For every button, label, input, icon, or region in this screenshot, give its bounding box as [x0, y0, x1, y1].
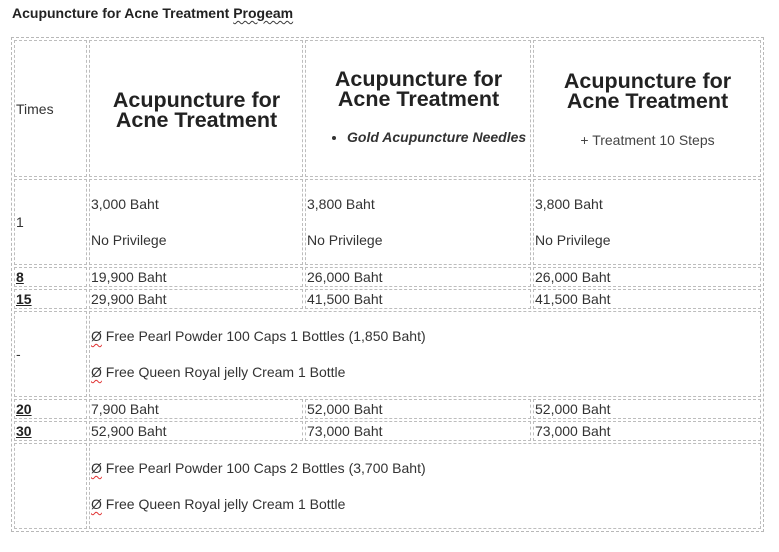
col3-title: Acupuncture for Acne Treatment [563, 68, 732, 113]
price-cell [533, 267, 761, 287]
bonus-line [91, 327, 760, 345]
price-cell [533, 179, 761, 265]
times-value: - [16, 346, 21, 362]
header-row [14, 40, 761, 177]
price-cell [305, 399, 531, 419]
price-value: 73,000 Baht [307, 423, 383, 439]
table-row [14, 179, 761, 265]
empty-set-icon: Ø [91, 364, 102, 380]
times-cell [14, 289, 87, 309]
times-cell [14, 267, 87, 287]
col1-header [89, 40, 303, 177]
times-cell [14, 179, 87, 265]
table-row [14, 421, 761, 441]
price-cell [305, 267, 531, 287]
times-header [14, 40, 87, 177]
col2-header [305, 40, 531, 177]
price-cell [89, 289, 303, 309]
times-cell [14, 443, 87, 529]
price-value: 52,900 Baht [91, 423, 167, 439]
times-cell [14, 421, 87, 441]
privilege-note: No Privilege [91, 232, 167, 248]
bonus-line [91, 459, 760, 477]
price-table [11, 37, 764, 532]
privilege-note: No Privilege [307, 232, 383, 248]
price-value: 41,500 Baht [535, 291, 611, 307]
price-value: 3,800 Baht [535, 196, 603, 212]
col1-title: Acupuncture for Acne Treatment [112, 87, 281, 132]
price-cell [89, 179, 303, 265]
empty-set-icon: Ø [91, 328, 102, 344]
price-cell [305, 289, 531, 309]
price-value: 7,900 Baht [91, 401, 159, 417]
price-value: 3,800 Baht [307, 196, 375, 212]
table-row [14, 399, 761, 419]
times-value: 15 [16, 291, 32, 307]
price-value: 52,000 Baht [307, 401, 383, 417]
bonus-line [91, 363, 760, 381]
price-cell [533, 289, 761, 309]
bonus-text: Free Queen Royal jelly Cream 1 Bottle [105, 364, 346, 380]
col2-bullet-list [307, 127, 530, 148]
table-row [14, 289, 761, 309]
privilege-note: No Privilege [535, 232, 611, 248]
times-value: 1 [16, 214, 24, 230]
price-value: 41,500 Baht [307, 291, 383, 307]
bonus-row [14, 443, 761, 529]
price-cell [533, 421, 761, 441]
price-cell [89, 267, 303, 287]
times-header-label: Times [16, 100, 54, 117]
bonus-cell [89, 443, 761, 529]
col3-header [533, 40, 761, 177]
price-value: 29,900 Baht [91, 291, 167, 307]
price-value: 19,900 Baht [91, 269, 167, 285]
price-cell [89, 421, 303, 441]
price-cell [533, 399, 761, 419]
bonus-text: Free Pearl Powder 100 Caps 2 Bottles (3,700 Baht) [105, 460, 426, 476]
times-cell [14, 311, 87, 397]
col3-note: + Treatment 10 Steps [580, 131, 715, 148]
bonus-text: Free Pearl Powder 100 Caps 1 Bottles (1,850 Baht) [105, 328, 426, 344]
price-value: 26,000 Baht [535, 269, 611, 285]
price-cell [89, 399, 303, 419]
table-row [14, 267, 761, 287]
price-value: 52,000 Baht [535, 401, 611, 417]
price-value: 26,000 Baht [307, 269, 383, 285]
times-value: 20 [16, 401, 32, 417]
times-value: 30 [16, 423, 32, 439]
bonus-cell [89, 311, 761, 397]
title-misspelled-word: Progeam [233, 5, 294, 21]
bonus-row [14, 311, 761, 397]
price-value: 73,000 Baht [535, 423, 611, 439]
col2-bullet-item: • Gold Acupuncture Needles [347, 127, 530, 148]
col2-title: Acupuncture for Acne Treatment [334, 67, 503, 111]
price-cell [305, 179, 531, 265]
price-cell [305, 421, 531, 441]
bonus-line [91, 495, 760, 513]
title-text: Acupuncture for Acne Treatment [12, 5, 234, 21]
times-cell [14, 399, 87, 419]
empty-set-icon: Ø [91, 460, 102, 476]
bonus-text: Free Queen Royal jelly Cream 1 Bottle [105, 496, 346, 512]
price-value: 3,000 Baht [91, 196, 159, 212]
times-value: 8 [16, 269, 24, 285]
empty-set-icon: Ø [91, 496, 102, 512]
document-title [12, 5, 293, 21]
